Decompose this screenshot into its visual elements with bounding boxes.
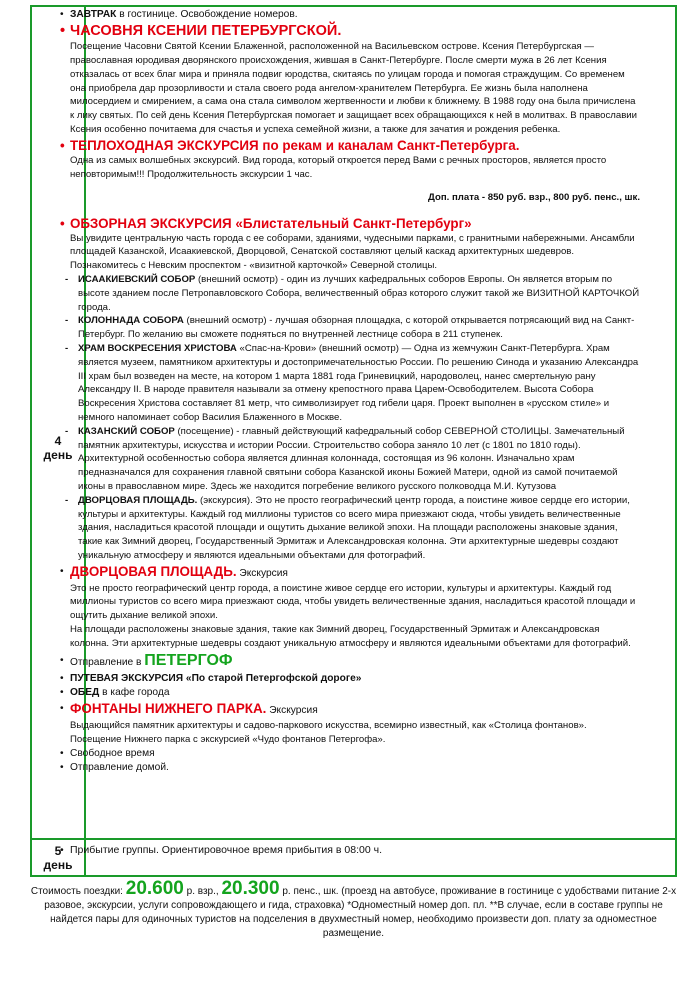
footer-post: р. пенс., шк. (проезд на автобусе, проживание в гостинице с удобствами питание 2-х разовое, экскурсии, услуги сопровождающего и гида, страховка) *Одноместный номер доп. пл. **В случае, если в составе группы не найдется пары для одиночных туристов на подселения в двухместный номер, необходимо произвести доп. плату за одноместное размещение.	[44, 886, 677, 939]
fountains-suffix: Экскурсия	[266, 705, 318, 717]
lunch-bold: ОБЕД	[70, 686, 100, 698]
day-5-word: день	[43, 858, 73, 872]
home-item: • Отправление домой.	[60, 761, 640, 775]
list-item-title: ХРАМ ВОСКРЕСЕНИЯ ХРИСТОВА	[78, 342, 237, 354]
tour-text: Вы увидите центральную часть города с ее соборами, зданиями, чудесными парками, с гранитными набережными. Ансамбли площадей Казанской, Исаакиевской, Дворцовой, Сенатской составляют целый каскад архитектурных шедевров. Познакомитесь с Невским проспектом - «визитной карточкой» Северной столицы.	[70, 232, 635, 272]
fountains-text: Выдающийся памятник архитектуры и садово-паркового искусства, всемирно известный, как «Столица фонтанов». Посещение Нижнего парка с экскурсией «Чудо фонтанов Петергофа».	[70, 720, 587, 745]
list-item-title: ИСААКИЕВСКИЙ СОБОР	[78, 273, 196, 285]
breakfast-item	[60, 8, 640, 22]
fountains-heading: ФОНТАНЫ НИЖНЕГО ПАРКА.	[70, 701, 267, 717]
list-item-title: ДВОРЦОВАЯ ПЛОЩАДЬ.	[78, 494, 198, 506]
day-5-number: 5	[54, 844, 62, 858]
day-4-content	[60, 8, 640, 775]
road-bold: ПУТЕВАЯ ЭКСКУРСИЯ	[70, 672, 184, 684]
list-item	[60, 314, 640, 342]
row-divider	[32, 838, 675, 840]
list-item-text: «Спас-на-Крови» (внешний осмотр) — Одна из жемчужин Санкт-Петербурга. Храм является музеем, памятником архитектуры и достопримечательностью России. По решению Синода и указанию Александра III храм был возведен на месте, на котором 1 марта 1881 года Гриневицкий, народоволец, нанес смертельную рану Александру II. В народе правителя называли за отмену крепостного права Царем-Освободителем. Высота Собора Воскресения Христова составляет 81 метр, что символизирует год гибели царя. Проект выполнен в «русском стиле» и немного напоминает собор Василия Блаженного в Москве.	[78, 342, 639, 423]
footer-pre: Стоимость поездки:	[30, 886, 126, 897]
palace-text-2: На площади расположены знаковые здания, такие как Зимний дворец, Государственный Эрмитаж и Александровская колонна. Эти архитектурные шедевры создают уникальную атмосферу и являются идеальными объектами для фотографий.	[70, 624, 631, 649]
depart-item	[60, 651, 640, 672]
palace-item	[60, 563, 640, 582]
road-item	[60, 672, 640, 686]
palace-heading: ДВОРЦОВАЯ ПЛОЩАДЬ.	[70, 563, 237, 579]
lunch-text: в кафе города	[99, 686, 170, 698]
list-item	[60, 425, 640, 494]
list-item-text: (внешний осмотр) - лучшая обзорная площадка, с которой открывается потрясающий вид на Санкт-Петербург. По желанию вы сможете подняться по внутренней лестнице собора в 211 ступенек.	[78, 315, 635, 341]
list-item	[60, 342, 640, 425]
breakfast-text: в гостинице. Освобождение номеров.	[116, 9, 298, 20]
chapel-heading: • ЧАСОВНЯ КСЕНИИ ПЕТЕРБУРГСКОЙ.	[60, 22, 640, 40]
list-item-text: (посещение) - главный действующий кафедральный собор СЕВЕРНОЙ СТОЛИЦЫ. Замечательный памятник архитектуры, искусства и истории России. Строительство собора заняло 10 лет (с 1801 по 1810 годы). Архитектурной особенностью собора является длинная колоннада, состоящая из 96 колонн. Изначально храм предназначался для сохранения главной святыни собора Казанской иконы Божией Матери, одной из самой почитаемой иконы в православном мире. Здесь же находится погребение великого русского полководца М.И. Кутузова	[78, 425, 625, 492]
palace-text-1: Это не просто географический центр города, а поистине живое сердце его истории, культуры и архитектуры. Каждый год миллионы туристов со всего мира приезжают сюда, чтобы увидеть величественные здания, насладиться красотой площади и ощутить дыхание великой эпохи.	[70, 582, 636, 622]
tour-heading: • ОБЗОРНАЯ ЭКСКУРСИЯ «Блистательный Санкт-Петербург»	[60, 215, 640, 232]
breakfast-bold: ЗАВТРАК	[70, 9, 117, 20]
lunch-item	[60, 686, 640, 700]
footer-mid: р. взр.,	[183, 886, 222, 897]
list-item	[60, 273, 640, 314]
boat-text: Одна из самых волшебных экскурсий. Вид города, который откроется перед Вами с речных просторов, является просто неповторимым!!! Продолжительность экскурсии 1 час.	[70, 154, 607, 180]
list-item-title: КОЛОННАДА СОБОРА	[78, 315, 184, 327]
road-text: «По старой Петергофской дороге»	[183, 672, 362, 684]
boat-heading: • ТЕПЛОХОДНАЯ ЭКСКУРСИЯ по рекам и каналам Санкт-Петербурга.	[60, 137, 640, 154]
list-item	[60, 494, 640, 563]
list-item-text: (экскурсия). Это не просто географический центр города, а поистине живое сердце его истории, культуры и архитектуры. Каждый год миллионы туристов со всего мира приезжают сюда, чтобы увидеть величественные здания, насладиться красотой площади и ощутить дыхание великой эпохи. На площади расположены знаковые здания, такие как Зимний дворец, Государственный Эрмитаж и Александровская колонна. Эти архитектурные шедевры создают уникальную атмосферу и являются идеальными объектами для фотографий.	[78, 494, 630, 561]
tour-list	[60, 273, 640, 563]
price-adult: 20.600	[125, 878, 184, 899]
fountains-item	[60, 700, 640, 719]
palace-suffix: Экскурсия	[236, 567, 288, 579]
list-item-text: (внешний осмотр) - один из лучших кафедральных соборов Европы. Он является вторым по высоте зданием после Петропавловского Собора, величественный образ которого служит такой же ВИЗИТНОЙ КАРТОЧКОЙ города.	[78, 273, 640, 313]
boat-price: Доп. плата - 850 руб. взр., 800 руб. пенс., шк.	[428, 191, 640, 203]
depart-text: Отправление в	[70, 656, 145, 668]
free-time-item: • Свободное время	[60, 747, 640, 761]
list-item-title: КАЗАНСКИЙ СОБОР	[78, 425, 175, 437]
depart-place: ПЕТЕРГОФ	[144, 651, 233, 669]
day-4-word: день	[43, 448, 73, 462]
arrival-item: • Прибытие группы. Ориентировочное время прибытия в 08:00 ч.	[60, 843, 640, 857]
day-4-number: 4	[54, 434, 62, 448]
chapel-text: Посещение Часовни Святой Ксении Блаженной, расположенной на Васильевском острове. Ксения Петербургская — православная юродивая дворянского происхождения, жившая в Санкт-Петербурге. После смерти мужа в 26 лет Ксения отказалась от всех благ мира и приняла подвиг юродства, скитаясь по улицам города и помогая страждущим. Со временем она приобрела дар прозорливости и стала своего рода ангелом-хранителем Петербурга. Ее жизнь была наполнена милосердием и смирением, а сама она стала символом жертвенности и любви к ближнему. В 1988 году она была причислена к лику святых. По сей день Ксения Петербургская помогает и защищает всех обращающихся к ней в молитвах. В православии Ксения особенно почитаема для счастья и успеха семейной жизни, а также для зачатия и рождения ребенка.	[70, 41, 638, 135]
price-footer	[30, 878, 677, 941]
price-pension: 20.300	[221, 878, 280, 899]
day-5-content	[60, 843, 640, 857]
